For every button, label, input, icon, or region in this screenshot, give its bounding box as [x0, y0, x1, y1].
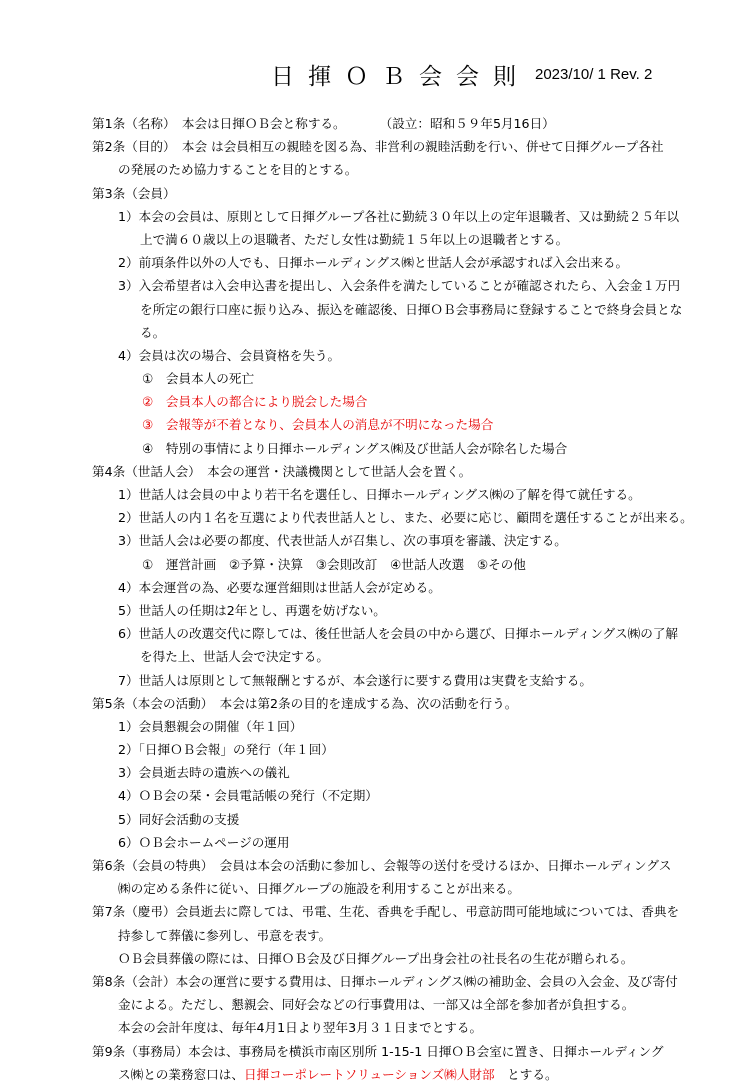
article-3-sub-1: ① 会員本人の死亡	[142, 371, 255, 387]
article-4	[92, 460, 688, 483]
article-4-item-7: 7）世話人は原則として無報酬とするが、本会遂行に要する費用は実費を支給する。	[118, 672, 592, 688]
article-3-item-3-line1: 3）入会希望者は入会申込書を提出し、入会条件を満たしていることが確認されたら、入会金１万円	[118, 278, 681, 294]
article-8-text-line1: 本会の運営に要する費用は、日揮ホールディングス㈱の補助金、会員の入会金、及び寄付	[175, 973, 678, 989]
article-4-item-3: 3）世話人会は必要の都度、代表世話人が召集し、次の事項を審議、決定する。	[118, 533, 567, 549]
article-1-established: （設立：昭和５９年5月16日）	[379, 116, 555, 131]
article-3-item-2: 2）前項条件以外の人でも、日揮ホールディングス㈱と世話人会が承認すれば入会出来る。	[118, 255, 629, 271]
article-4-text: 本会の運営・決議機関として世話人会を置く。	[194, 463, 472, 479]
article-9-heading: 第9条（事務局）	[92, 1043, 189, 1059]
article-7-text-line1: 会員逝去に際しては、弔電、生花、香典を手配し、弔意訪問可能地域については、香典を	[175, 904, 680, 920]
article-5-item-5: 5）同好会活動の支援	[118, 811, 240, 827]
article-9-text-line2	[92, 1063, 688, 1086]
article-3-sub-2: ② 会員本人の都合により脱会した場合	[142, 394, 368, 410]
article-9-department: 日揮コーポレートソリューションズ㈱人財部	[243, 1066, 495, 1082]
article-9-text-line2-post: とする。	[494, 1066, 558, 1082]
article-9-text-line2-pre: ス㈱との業務窓口は、	[118, 1066, 244, 1082]
article-5-item-4: 4）ＯＢ会の栞・会員電話帳の発行（不定期）	[118, 788, 378, 804]
article-3-item-4: 4）会員は次の場合、会員資格を失う。	[118, 347, 341, 363]
article-8	[92, 970, 688, 993]
article-5	[92, 692, 688, 715]
article-3-item-3-line2: を所定の銀行口座に振り込み、振込を確認後、日揮ＯＢ会事務局に登録することで終身会員とな	[140, 301, 683, 317]
article-4-item-5: 5）世話人の任期は2年とし、再選を妨げない。	[118, 602, 386, 618]
article-8-text-line2: 金による。ただし、懇親会、同好会などの行事費用は、一部又は全部を参加者が負担する。	[118, 997, 635, 1013]
article-4-item-4: 4）本会運営の為、必要な運営細則は世話人会が定める。	[118, 579, 441, 595]
article-3-sub-4: ④ 特別の事情により日揮ホールディングス㈱及び世話人会が除名した場合	[142, 440, 568, 456]
article-6-heading: 第6条（会員の特典）	[92, 858, 208, 873]
article-4-heading: 第4条（世話人会）	[92, 463, 195, 479]
article-9-text-line1: 本会は、事務局を横浜市南区別所 1-15-1 日揮ＯＢ会室に置き、日揮ホールディング	[188, 1043, 664, 1059]
revision-label: 2023/10/ 1 Rev. 2	[535, 66, 653, 83]
article-5-item-2: 2）「日揮ＯＢ会報」の発行（年１回）	[118, 742, 334, 758]
article-4-item-2: 2）世話人の内１名を互選により代表世話人とし、また、必要に応じ、顧問を選任することが出来る。	[118, 510, 693, 526]
article-2	[92, 135, 688, 158]
article-5-item-3: 3）会員逝去時の遺族への儀礼	[118, 765, 290, 781]
article-9	[92, 1040, 688, 1063]
article-4-sub: ① 運営計画 ②予算・決算 ③会則改訂 ④世話人改選 ⑤その他	[142, 556, 526, 572]
article-1	[92, 112, 688, 135]
article-1-heading: 第1条（名称）	[92, 116, 170, 131]
page-title: 日揮ＯＢ会会則	[271, 64, 530, 90]
article-1-text: 本会は日揮ＯＢ会と称する。	[169, 116, 346, 131]
article-8-heading: 第8条（会計）	[92, 973, 176, 989]
article-5-text: 本会は第2条の目的を達成する為、次の活動を行う。	[207, 695, 518, 711]
article-7-text-line3: ＯＢ会員葬儀の際には、日揮ＯＢ会及び日揮グループ出身会社の社長名の生花が贈られる。	[118, 950, 634, 966]
article-6-text-line2: ㈱の定める条件に従い、日揮グループの施設を利用することが出来る。	[118, 881, 520, 897]
article-7-heading: 第7条（慶弔）	[92, 904, 176, 920]
article-4-item-6-line2: を得た上、世話人会で決定する。	[140, 649, 329, 665]
article-4-item-6-line1: 6）世話人の改選交代に際しては、後任世話人を会員の中から選び、日揮ホールディングス㈱の了解	[118, 626, 678, 642]
article-4-item-1: 1）世話人は会員の中より若干名を選任し、日揮ホールディングス㈱の了解を得て就任する。	[118, 487, 641, 502]
article-3-sub-3: ③ 会報等が不着となり、会員本人の消息が不明になった場合	[142, 417, 494, 433]
article-6	[92, 854, 688, 877]
article-5-item-1: 1）会員懇親会の開催（年１回）	[118, 718, 303, 734]
article-3-item-3-line3: る。	[140, 324, 166, 340]
article-3-item-1-line1: 1）本会の会員は、原則として日揮グループ各社に勤続３０年以上の定年退職者、又は勤続２５年以	[118, 208, 680, 224]
article-5-heading: 第5条（本会の活動）	[92, 695, 208, 711]
article-7	[92, 900, 688, 923]
article-2-text-line2: の発展のため協力することを目的とする。	[118, 162, 358, 178]
article-6-text-line1: 会員は本会の活動に参加し、会報等の送付を受けるほか、日揮ホールディングス	[207, 858, 672, 873]
article-5-item-6: 6）ＯＢ会ホームページの運用	[118, 834, 290, 850]
article-2-heading: 第2条（目的）	[92, 139, 170, 155]
article-2-text-line1: 本会 は会員相互の親睦を図る為、非営利の親睦活動を行い、併せて日揮グループ各社	[169, 139, 664, 155]
article-3-item-1-line2: 上で満６０歳以上の退職者、ただし女性は勤続１５年以上の退職者とする。	[140, 231, 569, 247]
article-8-text-line3: 本会の会計年度は、毎年4月1日より翌年3月３１日までとする。	[118, 1020, 483, 1036]
article-7-text-line2: 持参して葬儀に参列し、弔意を表す。	[118, 927, 332, 943]
article-3-heading: 第3条（会員）	[92, 185, 176, 201]
bylaws-body	[92, 112, 693, 1086]
